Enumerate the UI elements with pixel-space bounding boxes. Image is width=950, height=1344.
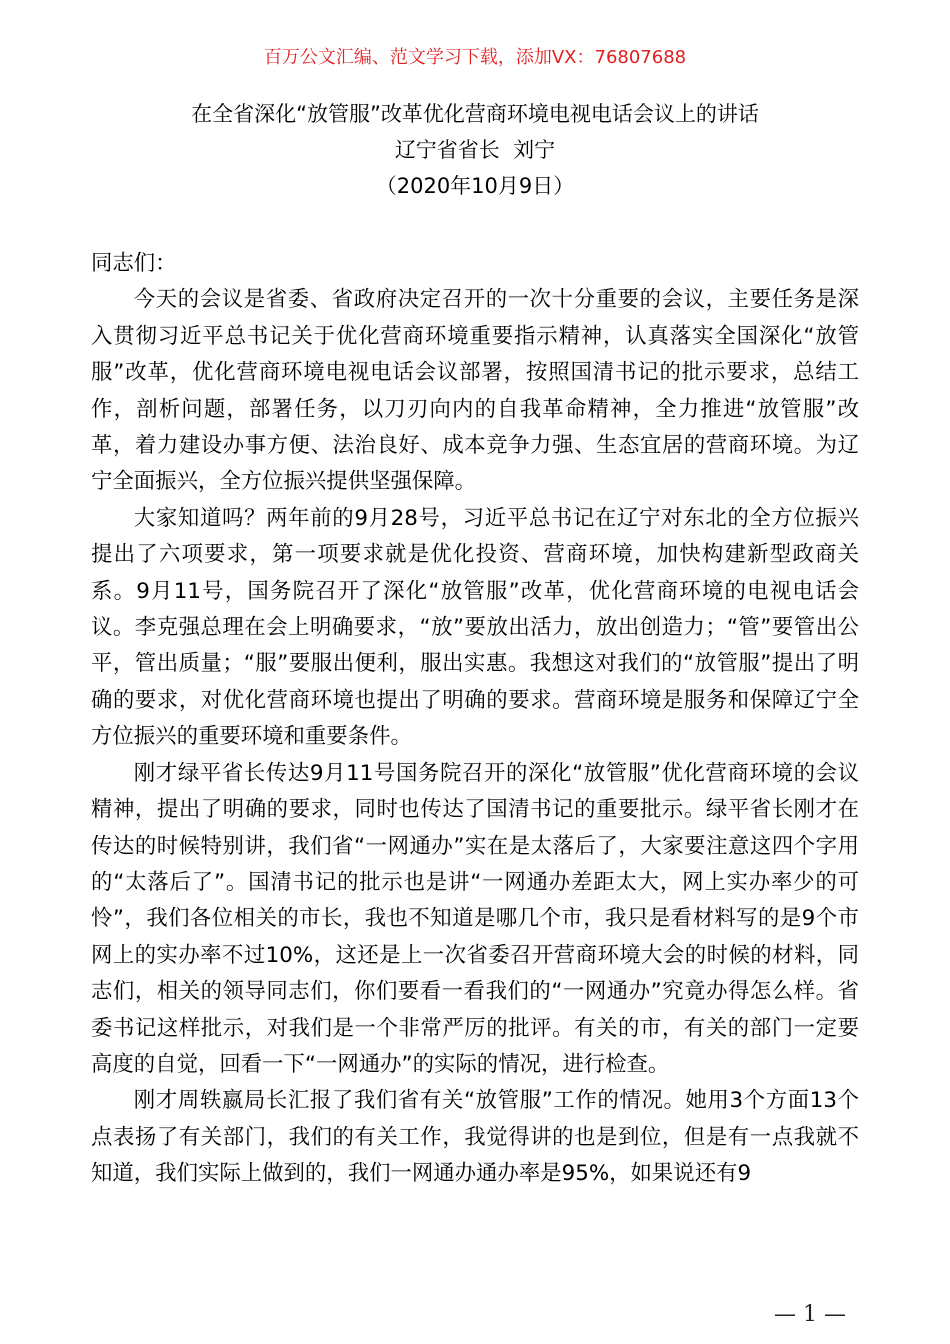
paragraph-4: 刚才周轶嬴局长汇报了我们省有关“放管服”工作的情况。她用3个方面13个点表扬了有关部门，我们的有关工作，我觉得讲的也是到位，但是有一点我就不知道，我们实际上做到的，我们一网通办通办率是95%，如果说还有9 bbox=[91, 1088, 859, 1187]
speech-body bbox=[91, 246, 859, 1193]
document-title: 在全省深化“放管服”改革优化营商环境电视电话会议上的讲话 bbox=[191, 102, 759, 126]
paragraph-1: 今天的会议是省委、省政府决定召开的一次十分重要的会议，主要任务是深入贯彻习近平总书记关于优化营商环境重要指示精神，认真落实全国深化“放管服”改革，优化营商环境电视电话会议部署，按照国清书记的批示要求，总结工作，剖析问题，部署任务，以刀刃向内的自我革命精神，全力推进“放管服”改革，着力建设办事方便、法治良好、成本竞争力强、生态宜居的营商环境。为辽宁全面振兴，全方位振兴提供坚强保障。 bbox=[91, 287, 859, 495]
page-number: — 1 — bbox=[774, 1302, 846, 1327]
watermark-header: 百万公文汇编、范文学习下载，添加VX：76807688 bbox=[263, 47, 687, 68]
paragraph-3: 刚才绿平省长传达9月11号国务院召开的深化“放管服”优化营商环境的会议精神，提出了明确的要求，同时也传达了国清书记的重要批示。绿平省长刚才在传达的时候特别讲，我们省“一网通办”实在是太落后了，大家要注意这四个字用的“太落后了”。国清书记的批示也是讲“一网通办差距太大，网上实办率少的可怜”，我们各位相关的市长，我也不知道是哪几个市，我只是看材料写的是9个市网上的实办率不过10%，这还是上一次省委召开营商环境大会的时候的材料，同志们，相关的领导同志们，你们要看一看我们的“一网通办”究竟办得怎么样。省委书记这样批示，对我们是一个非常严厉的批评。有关的市，有关的部门一定要高度的自觉，回看一下“一网通办”的实际的情况，进行检查。 bbox=[91, 760, 859, 1077]
title-block bbox=[0, 96, 950, 204]
paragraph-2: 大家知道吗？两年前的9月28号，习近平总书记在辽宁对东北的全方位振兴提出了六项要求，第一项要求就是优化投资、营商环境，加快构建新型政商关系。9月11号，国务院召开了深化“放管服”改革，优化营商环境的电视电话会议。李克强总理在会上明确要求，“放”要放出活力，放出创造力；“管”要管出公平，管出质量；“服”要服出便利，服出实惠。我想这对我们的“放管服”提出了明确的要求，对优化营商环境也提出了明确的要求。营商环境是服务和保障辽宁全方位振兴的重要环境和重要条件。 bbox=[91, 505, 859, 750]
salutation: 同志们： bbox=[91, 251, 177, 276]
speaker-line: 辽宁省省长 刘宁 bbox=[394, 138, 556, 162]
date-line: （2020年10月9日） bbox=[375, 174, 575, 198]
